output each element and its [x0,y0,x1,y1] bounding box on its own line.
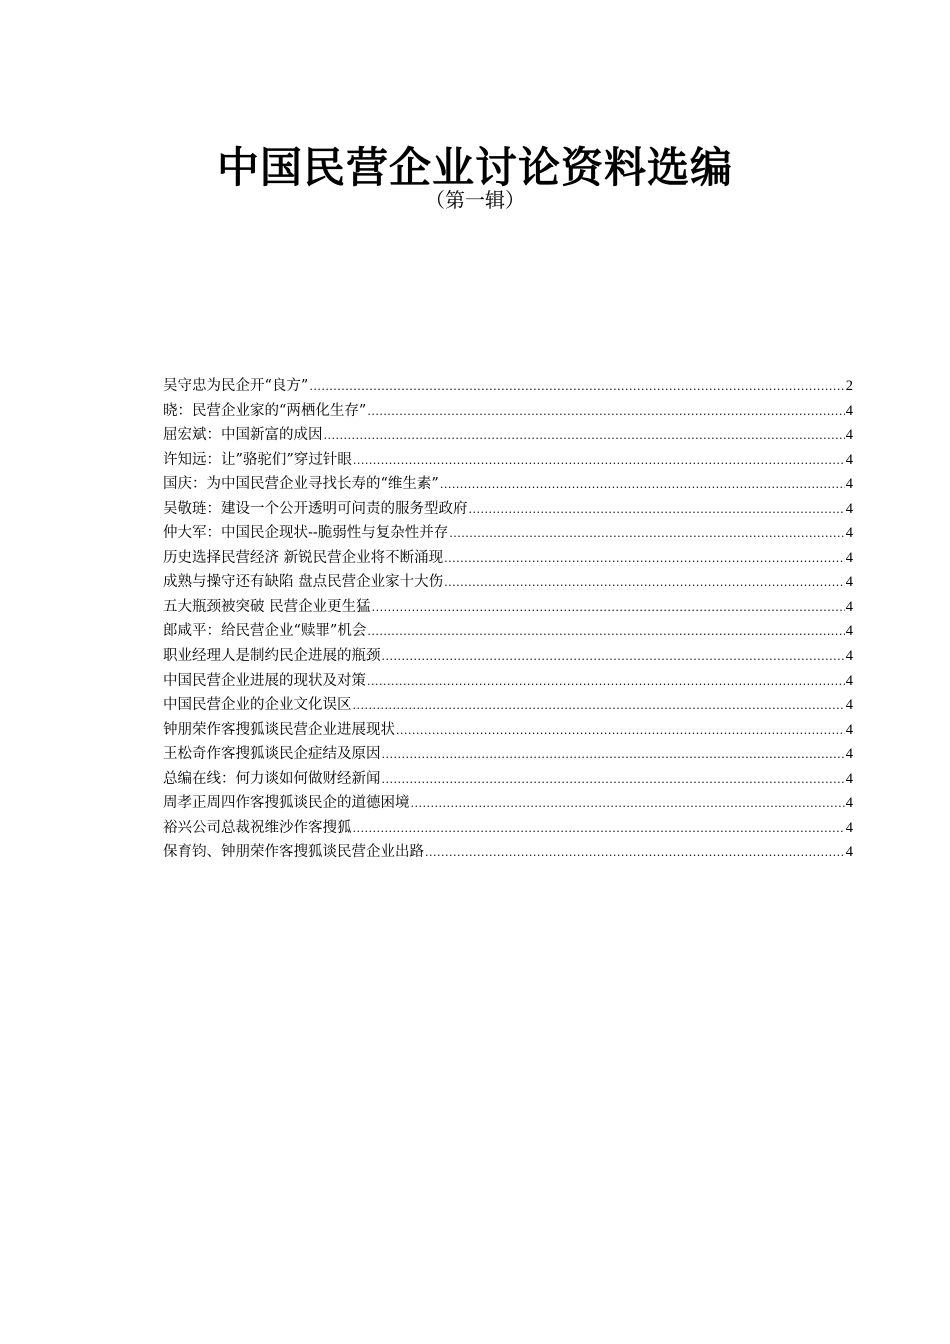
toc-entry-title: 成熟与操守还有缺陷 盘点民营企业家十大伤 [163,574,444,591]
toc-leader-dots [449,522,844,547]
toc-entry-title: 许知远：让”骆驼们”穿过针眼 [163,451,352,468]
toc-entry-title: 吴守忠为民企开“良方” [163,378,309,394]
toc-leader-dots [440,473,845,498]
toc-leader-dots [425,841,845,866]
toc-entry[interactable] [163,840,853,865]
toc-leader-dots [469,498,845,523]
toc-entry[interactable] [163,791,853,816]
toc-entry-page: 4 [845,672,853,689]
toc-entry-page: 4 [845,623,853,640]
toc-entry-page: 4 [845,402,853,419]
toc-entry-page: 4 [845,819,853,836]
toc-entry-page: 2 [845,378,853,394]
toc-entry-page: 4 [845,476,853,493]
toc-leader-dots [367,670,845,695]
toc-leader-dots [367,400,844,425]
toc-entry[interactable] [163,669,853,694]
toc-entry-title: 屈宏斌：中国新富的成因 [163,427,323,444]
toc-entry-title: 职业经理人是制约民企进展的瓶颈 [163,648,381,665]
toc-entry[interactable] [163,374,853,399]
toc-entry[interactable] [163,399,853,424]
toc-entry[interactable] [163,644,853,669]
toc-leader-dots [353,694,845,719]
page-subtitle: （第一辑） [425,188,525,212]
toc-entry[interactable] [163,546,853,571]
toc-entry-page: 4 [845,844,853,861]
toc-entry-title: 钟朋荣作客搜狐谈民营企业进展现状 [163,721,395,738]
toc-entry[interactable] [163,718,853,743]
toc-leader-dots [382,645,845,670]
toc-entry-page: 4 [845,721,853,738]
toc-entry-page: 4 [845,746,853,763]
toc-entry[interactable] [163,448,853,473]
toc-entry-title: 郎咸平：给民营企业“赎罪”机会 [163,623,367,640]
toc-entry-title: 周孝正周四作客搜狐谈民企的道德困境 [163,795,410,812]
toc-entry[interactable] [163,472,853,497]
toc-entry-title: 吴敬琏：建设一个公开透明可问责的服务型政府 [163,500,468,517]
toc-entry[interactable] [163,423,853,448]
toc-entry[interactable] [163,693,853,718]
toc-leader-dots [382,743,845,768]
toc-entry-title: 中国民营企业进展的现状及对策 [163,672,366,689]
toc-entry-page: 4 [845,795,853,812]
toc-entry-title: 国庆：为中国民营企业寻找长寿的“维生素” [163,476,439,493]
toc-leader-dots [353,817,845,842]
toc-entry-title: 五大瓶颈被突破 民营企业更生猛 [163,598,371,615]
toc-entry-title: 仲大军：中国民企现状--脆弱性与复杂性并存 [163,525,449,542]
toc-entry-title: 保育钧、钟朋荣作客搜狐谈民营企业出路 [163,844,424,861]
toc-leader-dots [382,768,845,793]
toc-entry-page: 4 [845,697,853,714]
page-title: 中国民营企业讨论资料选编 [216,143,733,193]
toc-entry-title: 历史选择民营经济 新锐民营企业将不断涌现 [163,549,444,566]
toc-entry-page: 4 [845,525,853,542]
toc-leader-dots [309,375,844,400]
toc-entry[interactable] [163,742,853,767]
toc-entry[interactable] [163,521,853,546]
toc-entry-page: 4 [845,648,853,665]
toc-entry-page: 4 [845,451,853,468]
toc-entry-page: 4 [845,427,853,444]
toc-entry-title: 总编在线：何力谈如何做财经新闻 [163,770,381,787]
toc-entry[interactable] [163,767,853,792]
toc-entry-page: 4 [845,598,853,615]
toc-entry-title: 晓：民营企业家的“两栖化生存” [163,402,367,419]
toc-entry-page: 4 [845,500,853,517]
toc-entry-page: 4 [845,549,853,566]
toc-leader-dots [444,547,845,572]
toc-leader-dots [396,719,845,744]
toc-leader-dots [367,620,844,645]
toc-entry-title: 中国民营企业的企业文化误区 [163,697,352,714]
toc-leader-dots [444,571,845,596]
table-of-contents [163,374,853,865]
toc-leader-dots [372,596,845,621]
toc-leader-dots [411,792,845,817]
toc-entry[interactable] [163,595,853,620]
toc-entry-page: 4 [845,574,853,591]
toc-entry[interactable] [163,619,853,644]
toc-leader-dots [324,424,845,449]
toc-entry-title: 裕兴公司总裁祝维沙作客搜狐 [163,819,352,836]
toc-entry-title: 王松奇作客搜狐谈民企症结及原因 [163,746,381,763]
toc-entry-page: 4 [845,770,853,787]
toc-entry[interactable] [163,497,853,522]
toc-entry[interactable] [163,816,853,841]
toc-entry[interactable] [163,570,853,595]
toc-leader-dots [353,449,845,474]
